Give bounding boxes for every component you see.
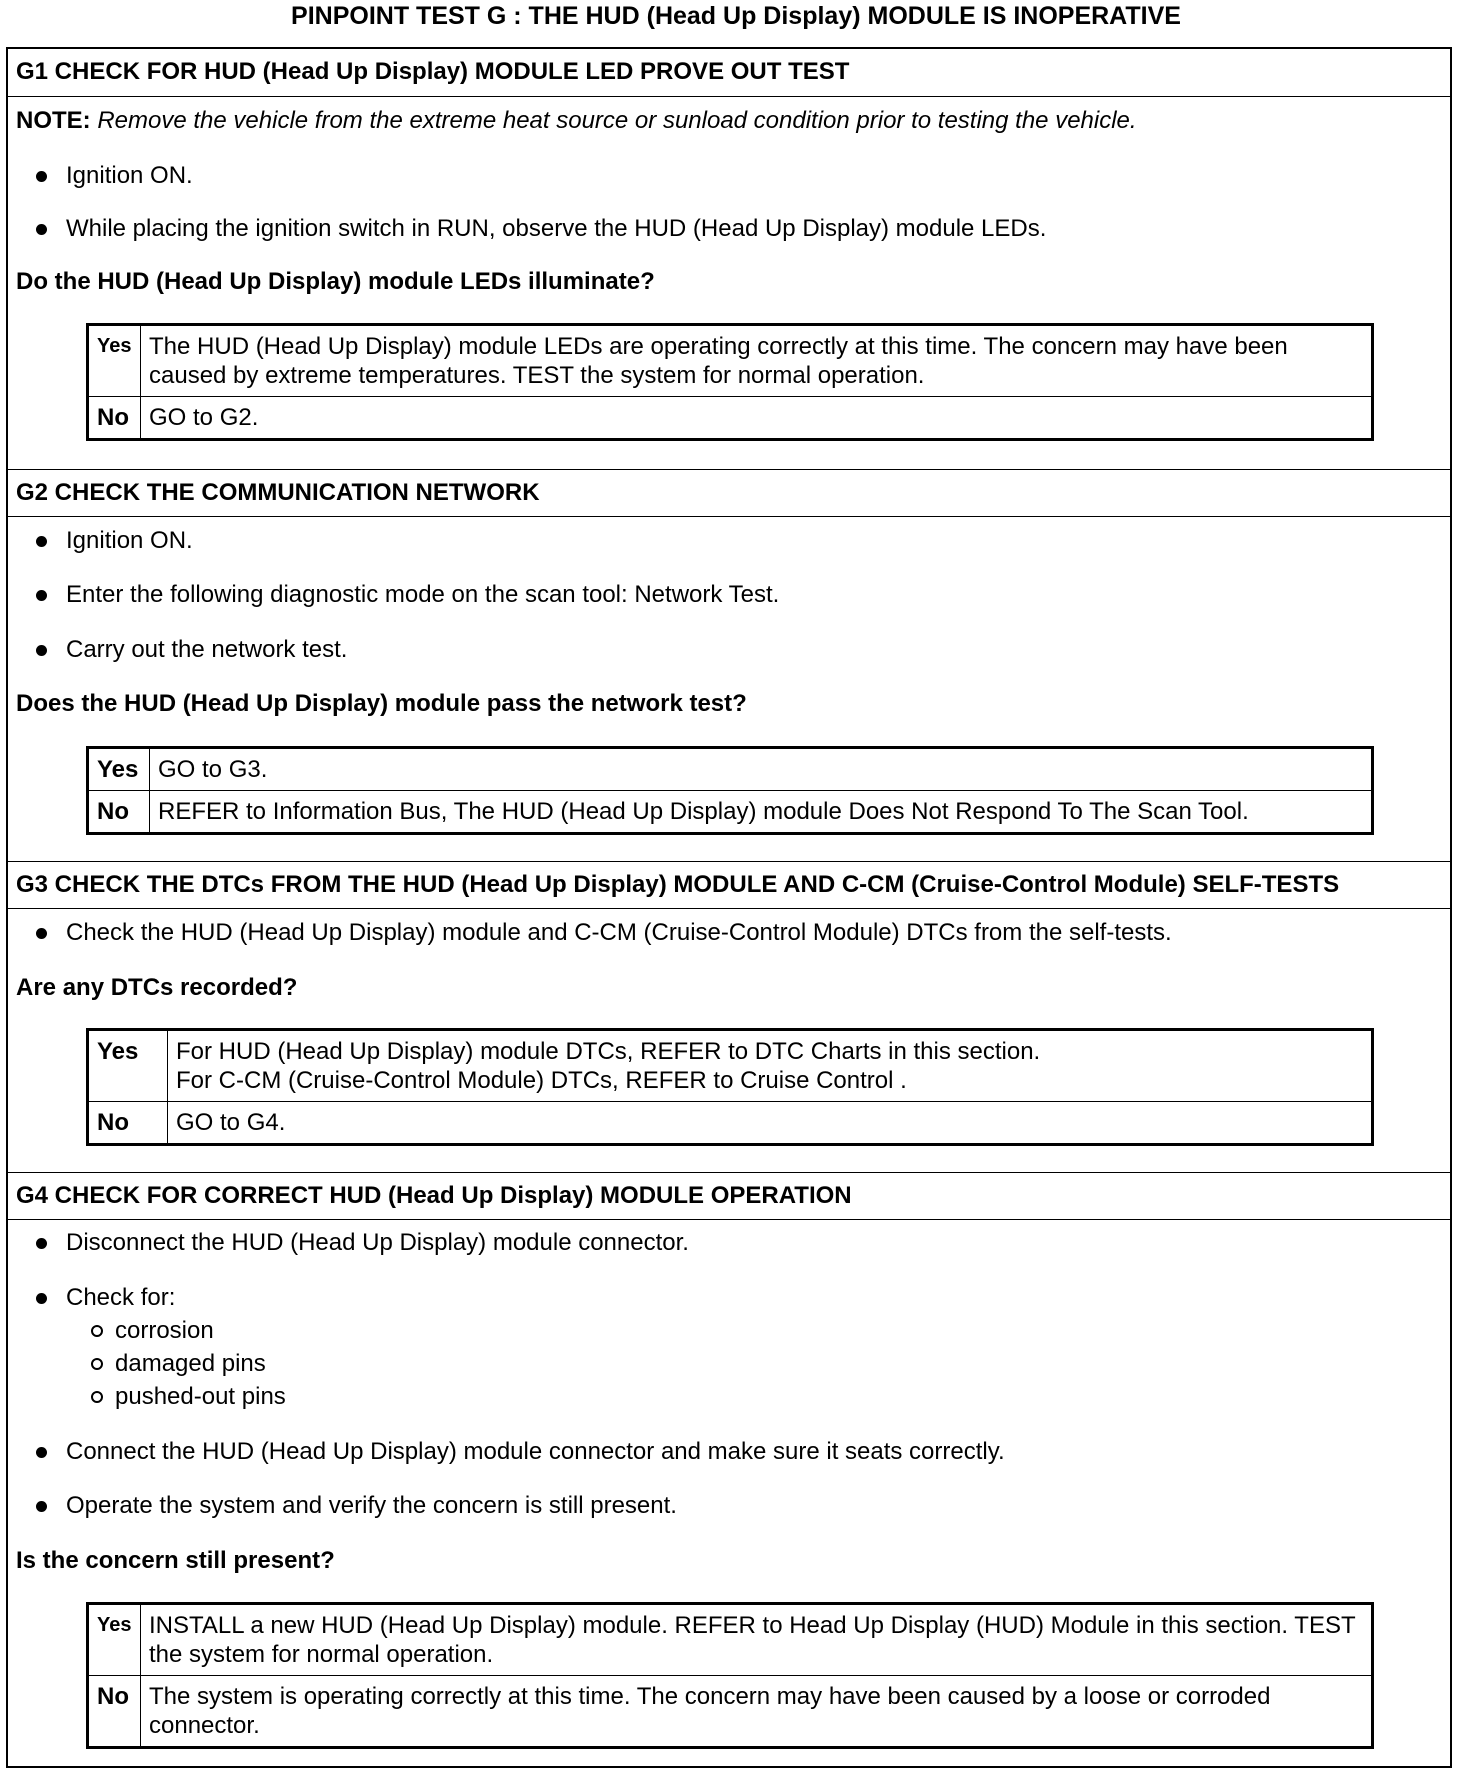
yes-action: GO to G3. [150,748,1373,791]
g2-bullet-3: Carry out the network test. [66,636,348,663]
yes-label: Yes [88,325,141,397]
step-g4-header: G4 CHECK FOR CORRECT HUD (Head Up Display) MODULE OPERATION [8,1172,1450,1220]
yes-action: The HUD (Head Up Display) module LEDs are operating correctly at this time. The concern may have been caused by extreme temperatures. TEST the system for normal operation. [141,325,1373,397]
g2-bullet-1: Ignition ON. [66,527,193,554]
g4-sub-item-3: pushed-out pins [115,1383,286,1410]
yes-label: Yes [88,1030,168,1102]
yes-label: Yes [88,1604,141,1676]
note-text: Remove the vehicle from the extreme heat source or sunload condition prior to testing the vehicle. [97,107,1137,134]
no-row [88,1676,1373,1748]
g4-answer-table [86,1602,1374,1749]
step-g2-header: G2 CHECK THE COMMUNICATION NETWORK [8,469,1450,517]
no-action: REFER to Information Bus, The HUD (Head Up Display) module Does Not Respond To The Scan Tool. [150,791,1373,834]
no-row [88,1102,1373,1145]
yes-row [88,325,1373,397]
g2-answer-table [86,746,1374,835]
g4-sub-item-2: damaged pins [115,1350,266,1377]
g1-bullet-2: While placing the ignition switch in RUN, observe the HUD (Head Up Display) module LEDs. [66,215,1047,242]
yes-label: Yes [88,748,150,791]
pinpoint-test-table [6,47,1452,1768]
yes-action-line-1: For HUD (Head Up Display) module DTCs, REFER to DTC Charts in this section. [176,1038,1041,1065]
g4-bullet-3: Connect the HUD (Head Up Display) module connector and make sure it seats correctly. [66,1438,1005,1465]
yes-row [88,748,1373,791]
yes-action: INSTALL a new HUD (Head Up Display) module. REFER to Head Up Display (HUD) Module in this section. TEST the system for normal operation. [141,1604,1373,1676]
yes-row [88,1030,1373,1102]
g4-sub-item-1: corrosion [115,1317,214,1344]
g2-question: Does the HUD (Head Up Display) module pass the network test? [16,690,747,717]
no-label: No [88,1676,141,1748]
g1-bullet-1: Ignition ON. [66,162,193,189]
g1-question: Do the HUD (Head Up Display) module LEDs illuminate? [16,268,655,295]
g4-bullet-1: Disconnect the HUD (Head Up Display) module connector. [66,1229,689,1256]
g4-bullet-4: Operate the system and verify the concern is still present. [66,1492,677,1519]
note-label: NOTE: [16,107,91,134]
no-label: No [88,397,141,440]
g3-bullet-1: Check the HUD (Head Up Display) module and C-CM (Cruise-Control Module) DTCs from the self-tests. [66,919,1172,946]
step-g1-header: G1 CHECK FOR HUD (Head Up Display) MODULE LED PROVE OUT TEST [8,49,1450,97]
step-g3-header: G3 CHECK THE DTCs FROM THE HUD (Head Up Display) MODULE AND C-CM (Cruise-Control Module) SELF-TESTS [8,861,1450,909]
g3-answer-table [86,1028,1374,1146]
g3-question: Are any DTCs recorded? [16,974,298,1001]
g1-answer-table [86,323,1374,441]
g1-note [16,107,1137,135]
no-row [88,791,1373,834]
g4-bullet-2: Check for: [66,1284,176,1311]
g4-question: Is the concern still present? [16,1547,335,1574]
no-action: GO to G4. [168,1102,1373,1145]
yes-row [88,1604,1373,1676]
no-label: No [88,791,150,834]
no-label: No [88,1102,168,1145]
yes-action-line-2: For C-CM (Cruise-Control Module) DTCs, REFER to Cruise Control . [176,1067,907,1094]
no-action: GO to G2. [141,397,1373,440]
yes-action [168,1030,1373,1102]
no-action: The system is operating correctly at this time. The concern may have been caused by a loose or corroded connector. [141,1676,1373,1748]
g2-bullet-2: Enter the following diagnostic mode on the scan tool: Network Test. [66,581,780,608]
no-row [88,397,1373,440]
page-title: PINPOINT TEST G : THE HUD (Head Up Display) MODULE IS INOPERATIVE [291,2,1181,30]
